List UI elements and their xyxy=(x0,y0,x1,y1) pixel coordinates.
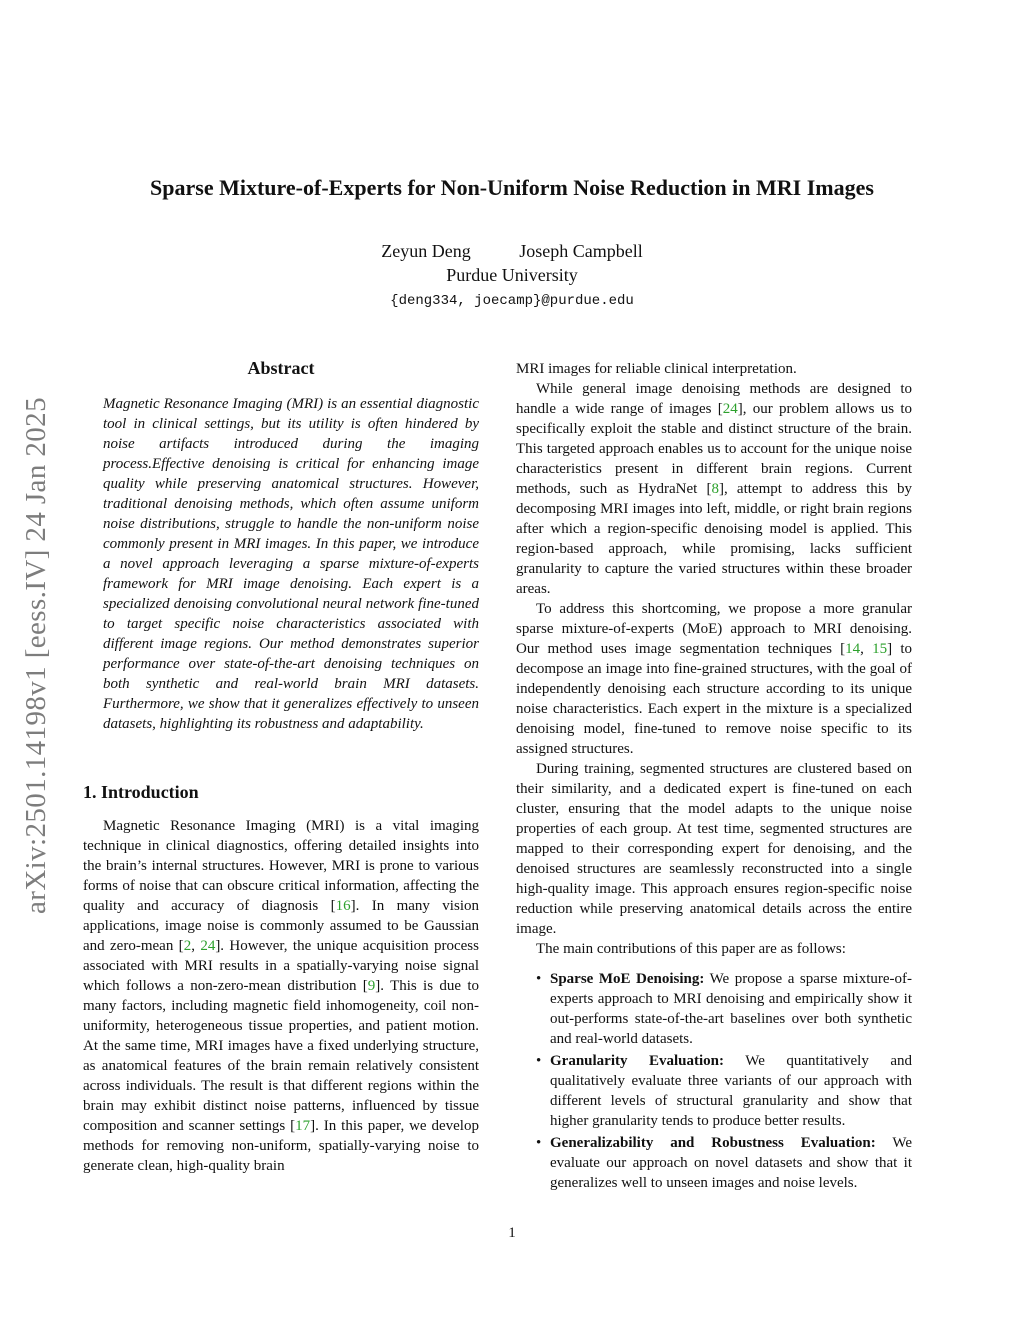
section-heading-introduction: 1. Introduction xyxy=(83,782,199,802)
citation-link[interactable]: 14 xyxy=(845,641,861,657)
citation-link[interactable]: 16 xyxy=(335,898,351,914)
abstract-heading: Abstract xyxy=(247,358,315,378)
citation-link[interactable]: 15 xyxy=(872,641,888,657)
author-name: Zeyun Deng xyxy=(381,241,471,261)
list-item-text: We evaluate our approach on novel datasets and show that it generalizes well to unseen images and noise levels. xyxy=(550,1135,912,1191)
list-item: • Granularity Evaluation: We quantitatively and qualitatively evaluate three variants of our approach with different levels of structural granularity and show that higher granularity tends to produce better results. xyxy=(536,1053,912,1129)
intro-paragraph-1-continued: MRI images for reliable clinical interpretation. xyxy=(516,361,797,377)
list-item-title: Generalizability and Robustness Evaluation: xyxy=(550,1135,876,1151)
intro-paragraph-5: The main contributions of this paper are as follows: xyxy=(536,941,846,957)
citation-link[interactable]: 9 xyxy=(367,978,376,994)
list-item: • Sparse MoE Denoising: We propose a sparse mixture-of-experts approach to MRI denoising and empirically show it out-performs state-of-the-art baselines over both synthetic and real-world datasets. xyxy=(536,971,912,1047)
list-item-text: We propose a sparse mixture-of-experts approach to MRI denoising and empirically show it out-performs state-of-the-art baselines over both synthetic and real-world datasets. xyxy=(550,971,912,1047)
list-item-text: We quantitatively and qualitatively evaluate three variants of our approach with different levels of structural granularity and show that higher granularity tends to produce better results. xyxy=(550,1053,912,1129)
intro-paragraph-2: While general image denoising methods are designed to handle a wide range of images [24], our problem allows us to specifically exploit the stable and distinct structure of the brain. This targeted approach enables us to account for the unique noise characteristics present in different brain regions. Current methods, such as HydraNet [8], attempt to address this by decomposing MRI images into left, middle, or right brain regions after which a region-specific denoising model is applied. This region-based approach, while promising, lacks sufficient granularity to capture the varied structures within these broader areas. xyxy=(516,381,912,597)
intro-paragraph-1: Magnetic Resonance Imaging (MRI) is a vital imaging technique in clinical diagnostics, offering detailed insights into the brain’s internal structures. However, MRI is prone to various forms of noise that can obscure critical information, affecting the quality and accuracy of diagnosis [16]. In many vision applications, image noise is commonly assumed to be Gaussian and zero-mean [2, 24]. However, the unique acquisition process associated with MRI results in a spatially-varying noise signal which follows a non-zero-mean distribution [9]. This is due to many factors, including magnetic field inhomogeneity, coil non-uniformity, heterogeneous tissue properties, and patient motion. At the same time, MRI images have a fixed underlying structure, as anatomical features of the brain remain relatively consistent across individuals. The result is that different regions within the brain may exhibit distinct noise patterns, influenced by tissue composition and scanner settings [17]. In this paper, we develop methods for removing non-uniform, spatially-varying noise to generate clean, high-quality brain xyxy=(83,818,479,1174)
citation-link[interactable]: 8 xyxy=(711,481,719,497)
list-item: • Generalizability and Robustness Evaluation: We evaluate our approach on novel datasets and show that it generalizes well to unseen images and noise levels. xyxy=(536,1135,912,1191)
author-list xyxy=(0,241,1024,262)
arxiv-side-stamp xyxy=(20,350,52,960)
list-item-title: Granularity Evaluation: xyxy=(550,1053,725,1069)
left-column xyxy=(83,356,479,1176)
page-number: 1 xyxy=(508,1225,516,1241)
author-name: Joseph Campbell xyxy=(519,241,643,261)
intro-paragraph-3: To address this shortcoming, we propose a more granular sparse mixture-of-experts (MoE) approach to MRI denoising. Our method uses image segmentation techniques [14, 15] to decompose an image into fine-grained structures, with the goal of independently denoising each structure according to its unique noise characteristics. Each expert in the mixture is a specialized denoising model, fine-tuned to remove noise specific to its assigned structures. xyxy=(516,601,912,757)
affiliation: Purdue University xyxy=(446,265,578,285)
author-email: {deng334, joecamp}@purdue.edu xyxy=(390,293,634,309)
citation-link[interactable]: 24 xyxy=(722,401,738,417)
paper-title: Sparse Mixture-of-Experts for Non-Uniform Noise Reduction in MRI Images xyxy=(150,175,874,200)
contributions-list xyxy=(516,969,912,1193)
arxiv-identifier: arXiv:2501.14198v1 [eess.IV] 24 Jan 2025 xyxy=(19,396,52,914)
list-item-title: Sparse MoE Denoising: xyxy=(550,971,705,987)
abstract-body: Magnetic Resonance Imaging (MRI) is an essential diagnostic tool in clinical settings, but its utility is often hindered by noise artifacts introduced during the imaging process.Effective denoising is critical for enhancing image quality while preserving anatomical structures. However, traditional denoising methods, which often assume uniform noise distributions, struggle to handle the non-uniform noise commonly present in MRI images. In this paper, we introduce a novel approach leveraging a sparse mixture-of-experts framework for MRI image denoising. Each expert is a specialized denoising convolutional neural network fine-tuned to target specific noise characteristics associated with different image regions. Our method demonstrates superior performance over state-of-the-art denoising techniques on both synthetic and real-world brain MRI datasets. Furthermore, we show that it generalizes effectively to unseen datasets, highlighting its robustness and adaptability. xyxy=(103,396,479,732)
citation-link[interactable]: 17 xyxy=(295,1118,311,1134)
citation-link[interactable]: 24 xyxy=(200,938,216,954)
intro-paragraph-4: During training, segmented structures are clustered based on their similarity, and a dedicated expert is fine-tuned on each cluster, ensuring that the model adapts to the unique noise properties of each group. At test time, segmented structures are mapped to their corresponding expert for denoising, and the denoised structures are seamlessly reconstructed into a single high-quality image. This approach ensures region-specific noise reduction while preserving anatomical details across the entire image. xyxy=(516,761,912,937)
citation-link[interactable]: 2 xyxy=(183,938,192,954)
right-column xyxy=(516,359,912,1195)
